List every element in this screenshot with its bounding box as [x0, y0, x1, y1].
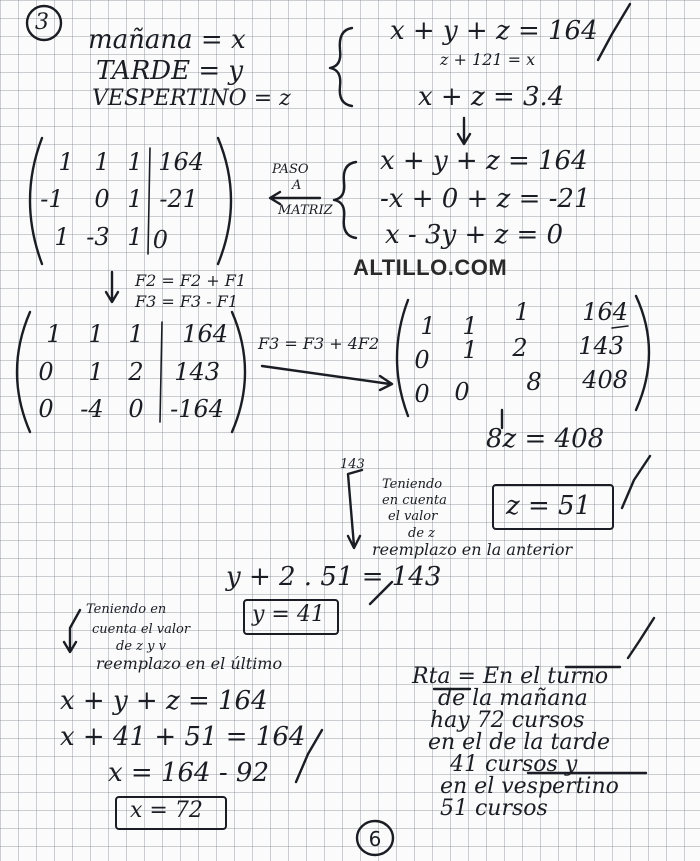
matrix2-cell: 1 [46, 320, 62, 348]
definition-evening: VESPERTINO = z [92, 86, 291, 111]
matrix3-cell: 408 [582, 366, 628, 394]
matrix3-right-bracket [636, 296, 649, 410]
matrix1-cell: 1 [54, 223, 70, 251]
system1-eq3: x + z = 3.4 [418, 82, 565, 112]
final-eq-3: x = 164 - 92 [108, 758, 270, 788]
matrix3-cell: 0 [414, 380, 430, 408]
matrix3-cell: 164 [582, 298, 628, 326]
answer-line: Rta = En el turno [412, 664, 609, 689]
system2-eq2: -x + 0 + z = -21 [380, 184, 591, 214]
matrix1-cell: 0 [94, 185, 110, 213]
matrix1-right-bracket [218, 138, 231, 264]
matrix3-cell: 1 [420, 312, 436, 340]
matrix3-cell: 1 [462, 312, 478, 340]
matrix1-cell: 1 [94, 148, 110, 176]
matrix2-cell: 143 [174, 358, 220, 386]
final-eq-1: x + y + z = 164 [60, 686, 268, 716]
final-eq-2: x + 41 + 51 = 164 [60, 722, 306, 752]
page-number: 6 [368, 827, 382, 851]
tick-mark-square [612, 326, 628, 328]
system2-eq1: x + y + z = 164 [380, 146, 588, 176]
result-x: x = 72 [130, 798, 203, 823]
row-operation-f3: F3 = F3 + 4F2 [258, 334, 380, 353]
answer-line: 41 cursos y [450, 752, 578, 777]
matrix1-cell: -1 [40, 185, 64, 213]
matrix2-right-bracket [232, 312, 245, 432]
equation-y: y + 2 . 51 = 143 [226, 562, 442, 592]
matrix3-cell: 0 [454, 378, 470, 406]
pass-to-matrix-label-2: A [292, 178, 302, 193]
arrow-down-system [458, 118, 470, 144]
bracket-note-z [348, 470, 362, 548]
check-z [622, 456, 650, 508]
side-number: 143 [340, 457, 365, 472]
matrix2-cell: 1 [88, 358, 104, 386]
brace-system2 [334, 162, 356, 238]
arrow-f3 [262, 366, 392, 390]
reemplazo-anterior: reemplazo en la anterior [372, 540, 573, 559]
matrix1-cell: -3 [86, 223, 110, 251]
answer-line: en el de la tarde [428, 730, 611, 755]
note-z-line: en cuenta [382, 493, 447, 508]
matrix2-cell: 1 [88, 320, 104, 348]
answer-line: 51 cursos [440, 796, 548, 821]
matrix3-cell: 1 [462, 336, 478, 364]
note-z-line: el valor [388, 509, 438, 524]
matrix3-cell: 0 [414, 346, 430, 374]
pass-to-matrix-label-1: PASO [272, 162, 309, 177]
answer-line: en el vespertino [440, 774, 619, 799]
matrix3-cell: 8 [526, 368, 542, 396]
note-yv-line: cuenta el valor [92, 622, 191, 637]
matrix2-cell: -164 [170, 395, 224, 423]
check-answer [628, 618, 654, 658]
matrix1-cell: 1 [127, 185, 143, 213]
matrix2-cell: 0 [128, 395, 144, 423]
matrix1-cell: 1 [58, 148, 74, 176]
watermark: ALTILLO.COM [353, 255, 508, 280]
reemplazo-ultimo: reemplazo en el último [96, 654, 283, 673]
pass-to-matrix-label-3: MATRIZ [278, 203, 333, 218]
note-z-line: de z [408, 526, 435, 541]
row-operation: F2 = F2 + F1 [135, 271, 246, 290]
system1-eq2: z + 121 = x [440, 50, 536, 69]
matrix3-cell: 143 [578, 332, 624, 360]
check-top [598, 4, 630, 60]
row-operation: F3 = F3 - F1 [135, 292, 238, 311]
answer-line: de la mañana [438, 686, 588, 711]
note-yv-line: Teniendo en [86, 602, 167, 617]
system1-eq1: x + y + z = 164 [390, 16, 598, 46]
matrix1-cell: 1 [127, 148, 143, 176]
definition-morning: mañana = x [88, 25, 246, 55]
arrow-note-yv [64, 610, 80, 652]
equation-8z: 8z = 408 [486, 424, 605, 454]
matrix2-cell: -4 [80, 395, 104, 423]
matrix3-cell: 1 [514, 298, 530, 326]
problem-number: 3 [35, 10, 49, 35]
matrix2-cell: 2 [128, 358, 144, 386]
matrix1-cell: 1 [127, 223, 143, 251]
brace-system1 [330, 28, 352, 106]
result-z: z = 51 [506, 491, 592, 521]
definition-afternoon: TARDE = y [96, 56, 244, 86]
system2-eq3: x - 3y + z = 0 [385, 220, 564, 250]
matrix2-cell: 0 [38, 358, 54, 386]
matrix1-cell: 164 [158, 148, 204, 176]
answer-line: hay 72 cursos [430, 708, 585, 733]
note-z-line: Teniendo [382, 477, 443, 492]
arrow-down-matrix1 [106, 272, 118, 302]
note-yv-line: de z y v [116, 639, 166, 654]
result-y: y = 41 [252, 602, 325, 627]
matrix3-cell: 2 [512, 334, 528, 362]
matrix1-cell: -21 [159, 185, 198, 213]
matrix2-cell: 0 [38, 395, 54, 423]
matrix2-cell: 1 [128, 320, 144, 348]
matrix2-cell: 164 [182, 320, 228, 348]
matrix1-cell: 0 [152, 226, 168, 254]
